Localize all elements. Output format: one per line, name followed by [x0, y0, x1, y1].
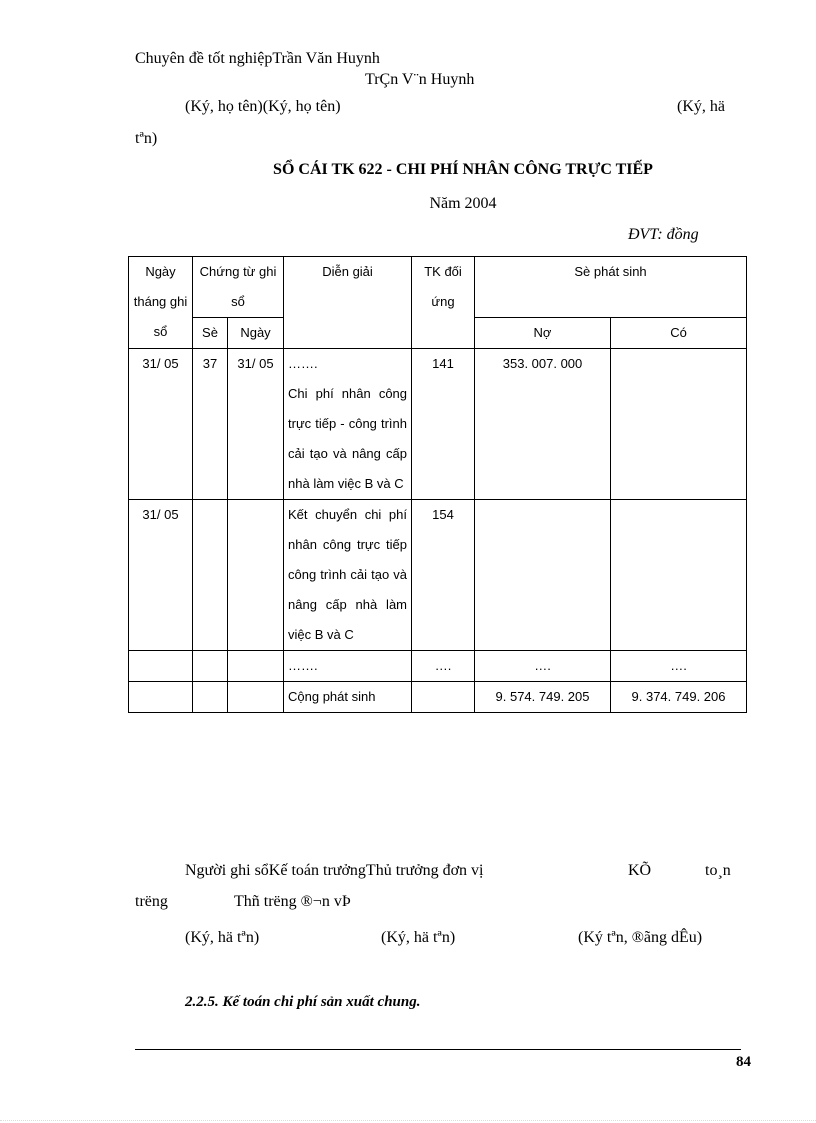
signature-title-encoded-1: KÕ: [628, 862, 652, 879]
row-voucher-no: [193, 651, 228, 682]
row-description-dots: …….: [288, 356, 318, 371]
page-title: SỔ CÁI TK 622 - CHI PHÍ NHÂN CÔNG TRỰC TIẾP: [273, 161, 653, 178]
row-credit: [611, 500, 747, 651]
row-account: 141: [412, 349, 475, 500]
header-voucher-date: Ngày: [228, 318, 284, 349]
row-debit: ….: [475, 651, 611, 682]
page-number: 84: [736, 1054, 751, 1070]
total-empty: [129, 682, 193, 713]
total-empty: [412, 682, 475, 713]
header-voucher: Chứng từ ghi sổ: [193, 257, 284, 318]
footer-divider: [135, 1049, 741, 1050]
year-label: Năm 2004: [429, 195, 497, 212]
total-empty: [228, 682, 284, 713]
row-description: [284, 349, 412, 500]
total-credit: 9. 374. 749. 206: [611, 682, 747, 713]
header-credit: Có: [611, 318, 747, 349]
table-row: [129, 349, 747, 500]
row-credit: [611, 349, 747, 500]
row-credit: ….: [611, 651, 747, 682]
table-row: [129, 500, 747, 651]
signature-title-encoded-2: to¸n: [705, 862, 731, 879]
unit-label: ĐVT: đồng: [628, 226, 699, 243]
row-account: ….: [412, 651, 475, 682]
total-debit: 9. 574. 749. 205: [475, 682, 611, 713]
section-heading: 2.2.5. Kế toán chi phí sản xuất chung.: [185, 994, 421, 1010]
signature-title-encoded-3: trëng: [135, 893, 168, 910]
signature-sign-1: (Ký, hä tªn): [185, 929, 260, 946]
table-row: [129, 651, 747, 682]
signature-label-right: (Ký, hä: [677, 98, 725, 115]
header-description: Diễn giải: [284, 257, 412, 349]
row-description: …….: [284, 651, 412, 682]
row-debit: 353. 007. 000: [475, 349, 611, 500]
row-description: Kết chuyển chi phí nhân công trực tiếp công trình cải tạo và nâng cấp nhà làm việc B và C: [284, 500, 412, 651]
row-date: 31/ 05: [129, 349, 193, 500]
row-account: 154: [412, 500, 475, 651]
row-voucher-no: 37: [193, 349, 228, 500]
signature-sign-2: (Ký, hä tªn): [381, 929, 456, 946]
row-voucher-date: 31/ 05: [228, 349, 284, 500]
signature-label-right-cont: tªn): [135, 130, 158, 147]
signature-sign-3: (Ký tªn, ®ãng dÊu): [578, 929, 703, 946]
signature-title-encoded-4: Thñ trëng ®¬n vÞ: [234, 893, 351, 910]
row-voucher-date: [228, 500, 284, 651]
header-voucher-no: Sè: [193, 318, 228, 349]
table-header-row: [129, 257, 747, 318]
header-date: Ngày tháng ghi sổ: [129, 257, 193, 349]
document-header: Chuyên đề tốt nghiệpTrần Văn Huynh: [135, 50, 380, 67]
row-date: 31/ 05: [129, 500, 193, 651]
row-date: [129, 651, 193, 682]
header-debit: Nợ: [475, 318, 611, 349]
row-description-text: Chi phí nhân công trực tiếp - công trình cải tạo và nâng cấp nhà làm việc B và C: [288, 386, 408, 491]
table-total-row: [129, 682, 747, 713]
total-label: Cộng phát sinh: [284, 682, 412, 713]
signature-labels: (Ký, họ tên)(Ký, họ tên): [185, 98, 341, 115]
author-name-encoded: TrÇn V¨n Huynh: [365, 71, 475, 88]
row-voucher-no: [193, 500, 228, 651]
row-debit: [475, 500, 611, 651]
header-arising: Sè phát sinh: [475, 257, 747, 318]
signature-titles: Người ghi sổKế toán trưởngThủ trưởng đơn vị: [185, 862, 484, 879]
ledger-table: [128, 256, 747, 713]
row-voucher-date: [228, 651, 284, 682]
page-bottom-border: [0, 1120, 816, 1121]
header-account: TK đối ứng: [412, 257, 475, 349]
total-empty: [193, 682, 228, 713]
